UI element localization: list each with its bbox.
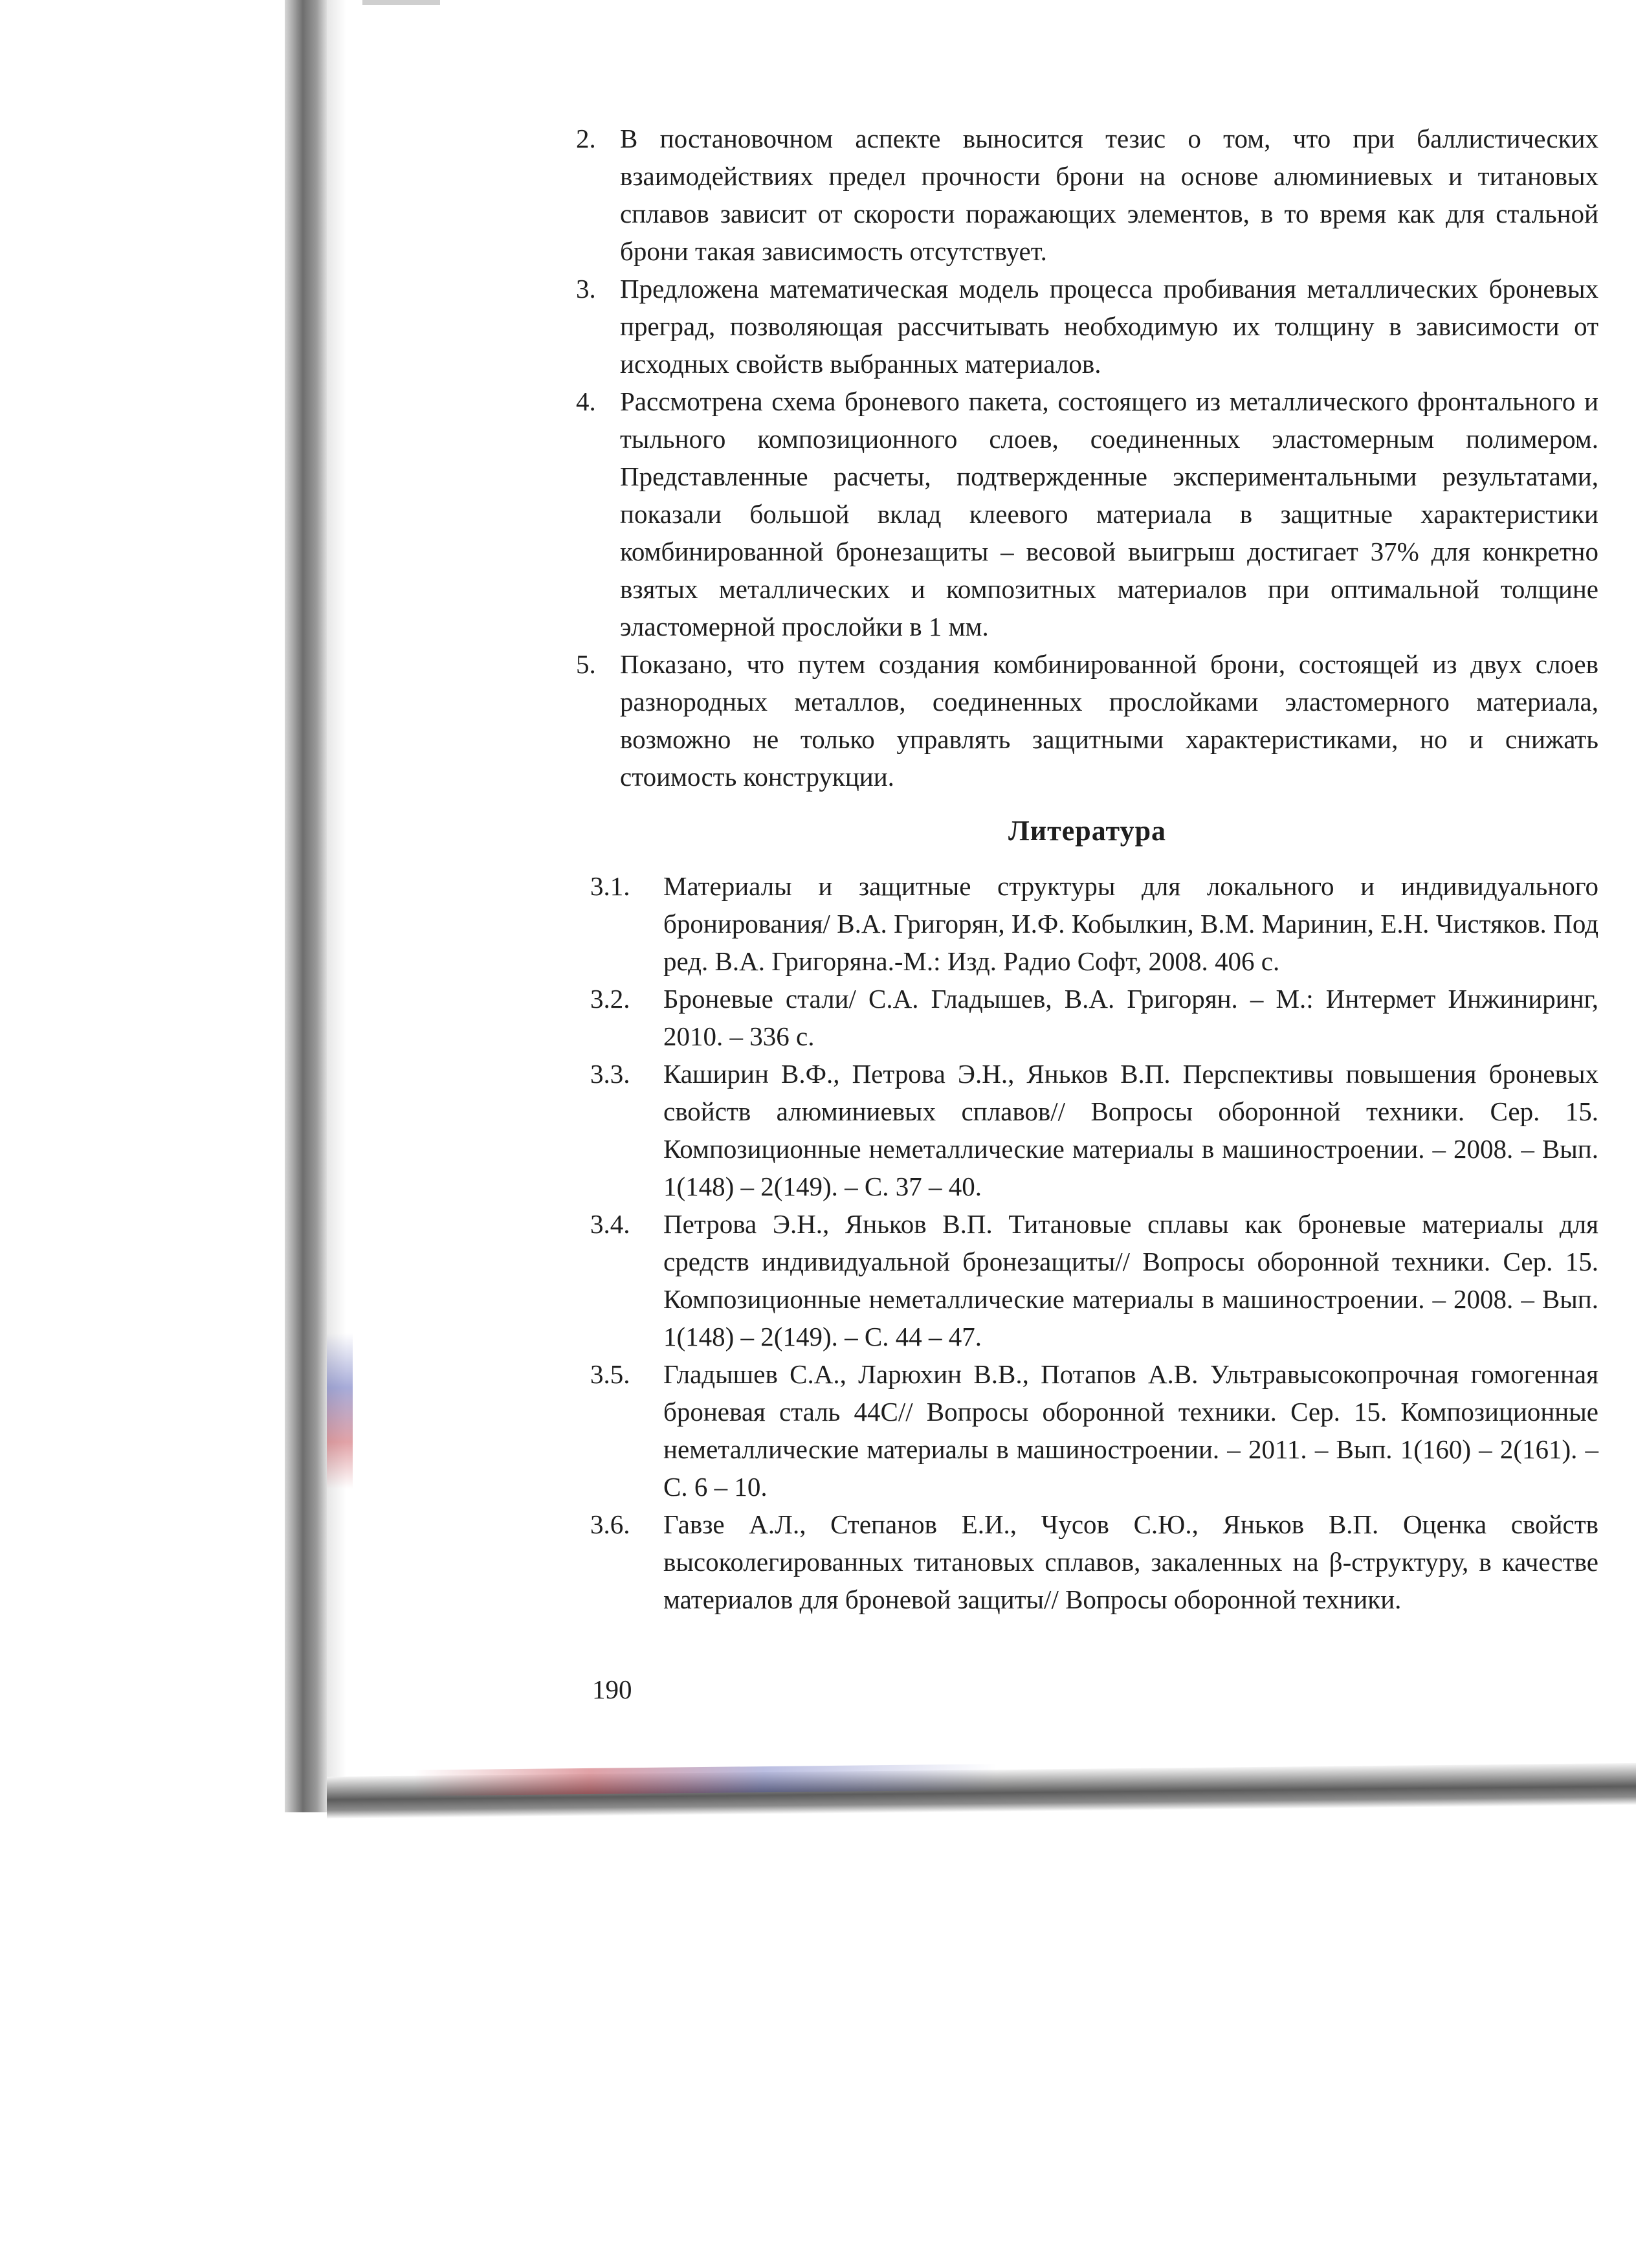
page-number: 190 (592, 1674, 632, 1704)
reference-item (590, 980, 1598, 1055)
conclusion-number: 2. (576, 124, 596, 153)
reference-item (590, 1506, 1598, 1618)
reference-text: Гавзе А.Л., Степанов Е.И., Чусов С.Ю., Яньков В.П. Оценка свойств высоколегированных титановых сплавов, закаленных на β-структуру, в качестве материалов для броневой защиты// Вопросы оборонной техники. (663, 1509, 1598, 1614)
reference-number: 3.5. (590, 1359, 630, 1389)
reference-text: Петрова Э.Н., Яньков В.П. Титановые сплавы как броневые материалы для средств индивидуальной бронезащиты// Вопросы оборонной техники. Сер. 15. Композиционные неметаллические материалы в машиностроении. – 2008. – Вып. 1(148) – 2(149). – С. 44 – 47. (663, 1209, 1598, 1351)
reference-item (590, 867, 1598, 980)
reference-number: 3.4. (590, 1209, 630, 1239)
reference-item (590, 1355, 1598, 1506)
conclusion-text: Показано, что путем создания комбинированной брони, состоящей из двух слоев разнородных металлов, соединенных прослойками эластомерного материала, возможно не только управлять защитными характеристиками, но и снижать стоимость конструкции. (620, 649, 1598, 792)
reference-text: Гладышев С.А., Ларюхин В.В., Потапов А.В. Ультравысокопрочная гомогенная броневая сталь 44С// Вопросы оборонной техники. Сер. 15. Композиционные неметаллические материалы в машиностроении. – 2011. – Вып. 1(160) – 2(161). – С. 6 – 10. (663, 1359, 1598, 1502)
reference-text: Броневые стали/ С.А. Гладышев, В.А. Григорян. – М.: Интермет Инжиниринг, 2010. – 336 с. (663, 984, 1598, 1051)
reference-number: 3.3. (590, 1059, 630, 1089)
conclusion-text: Предложена математическая модель процесса пробивания металлических броневых преград, позволяющая рассчитывать необходимую их толщину в зависимости от исходных свойств выбранных материалов. (620, 274, 1598, 379)
references-heading: Литература (1008, 815, 1167, 847)
conclusion-number: 4. (576, 386, 596, 416)
reference-item (590, 1055, 1598, 1205)
reference-number: 3.6. (590, 1509, 630, 1539)
conclusion-text: В постановочном аспекте выносится тезис о том, что при баллистических взаимодействиях предел прочности брони на основе алюминиевых и титановых сплавов зависит от скорости поражающих элементов, в то время как для стальной брони такая зависимость отсутствует. (620, 124, 1598, 266)
reference-text: Материалы и защитные структуры для локального и индивидуального бронирования/ В.А. Григорян, И.Ф. Кобылкин, В.М. Маринин, Е.Н. Чистяков. Под ред. В.А. Григоряна.-М.: Изд. Радио Софт, 2008. 406 с. (663, 871, 1598, 976)
conclusion-item (576, 120, 1598, 270)
reference-item (590, 1205, 1598, 1355)
conclusion-item (576, 645, 1598, 795)
reference-number: 3.1. (590, 871, 630, 901)
reference-text: Каширин В.Ф., Петрова Э.Н., Яньков В.П. Перспективы повышения броневых свойств алюминиевых сплавов// Вопросы оборонной техники. Сер. 15. Композиционные неметаллические материалы в машиностроении. – 2008. – Вып. 1(148) – 2(149). – С. 37 – 40. (663, 1059, 1598, 1201)
conclusion-item (576, 270, 1598, 383)
conclusion-number: 3. (576, 274, 596, 304)
conclusion-text: Рассмотрена схема броневого пакета, состоящего из металлического фронтального и тыльного композиционного слоев, соединенных эластомерным полимером. Представленные расчеты, подтвержденные экспериментальными результатами, показали большой вклад клеевого материала в защитные характеристики комбинированной бронезащиты – весовой выигрыш достигает 37% для конкретно взятых металлических и композитных материалов при оптимальной толщине эластомерной прослойки в 1 мм. (620, 386, 1598, 641)
reference-number: 3.2. (590, 984, 630, 1014)
conclusion-item (576, 383, 1598, 645)
conclusions-list (576, 120, 1598, 795)
references-list (590, 867, 1598, 1618)
conclusion-number: 5. (576, 649, 596, 679)
